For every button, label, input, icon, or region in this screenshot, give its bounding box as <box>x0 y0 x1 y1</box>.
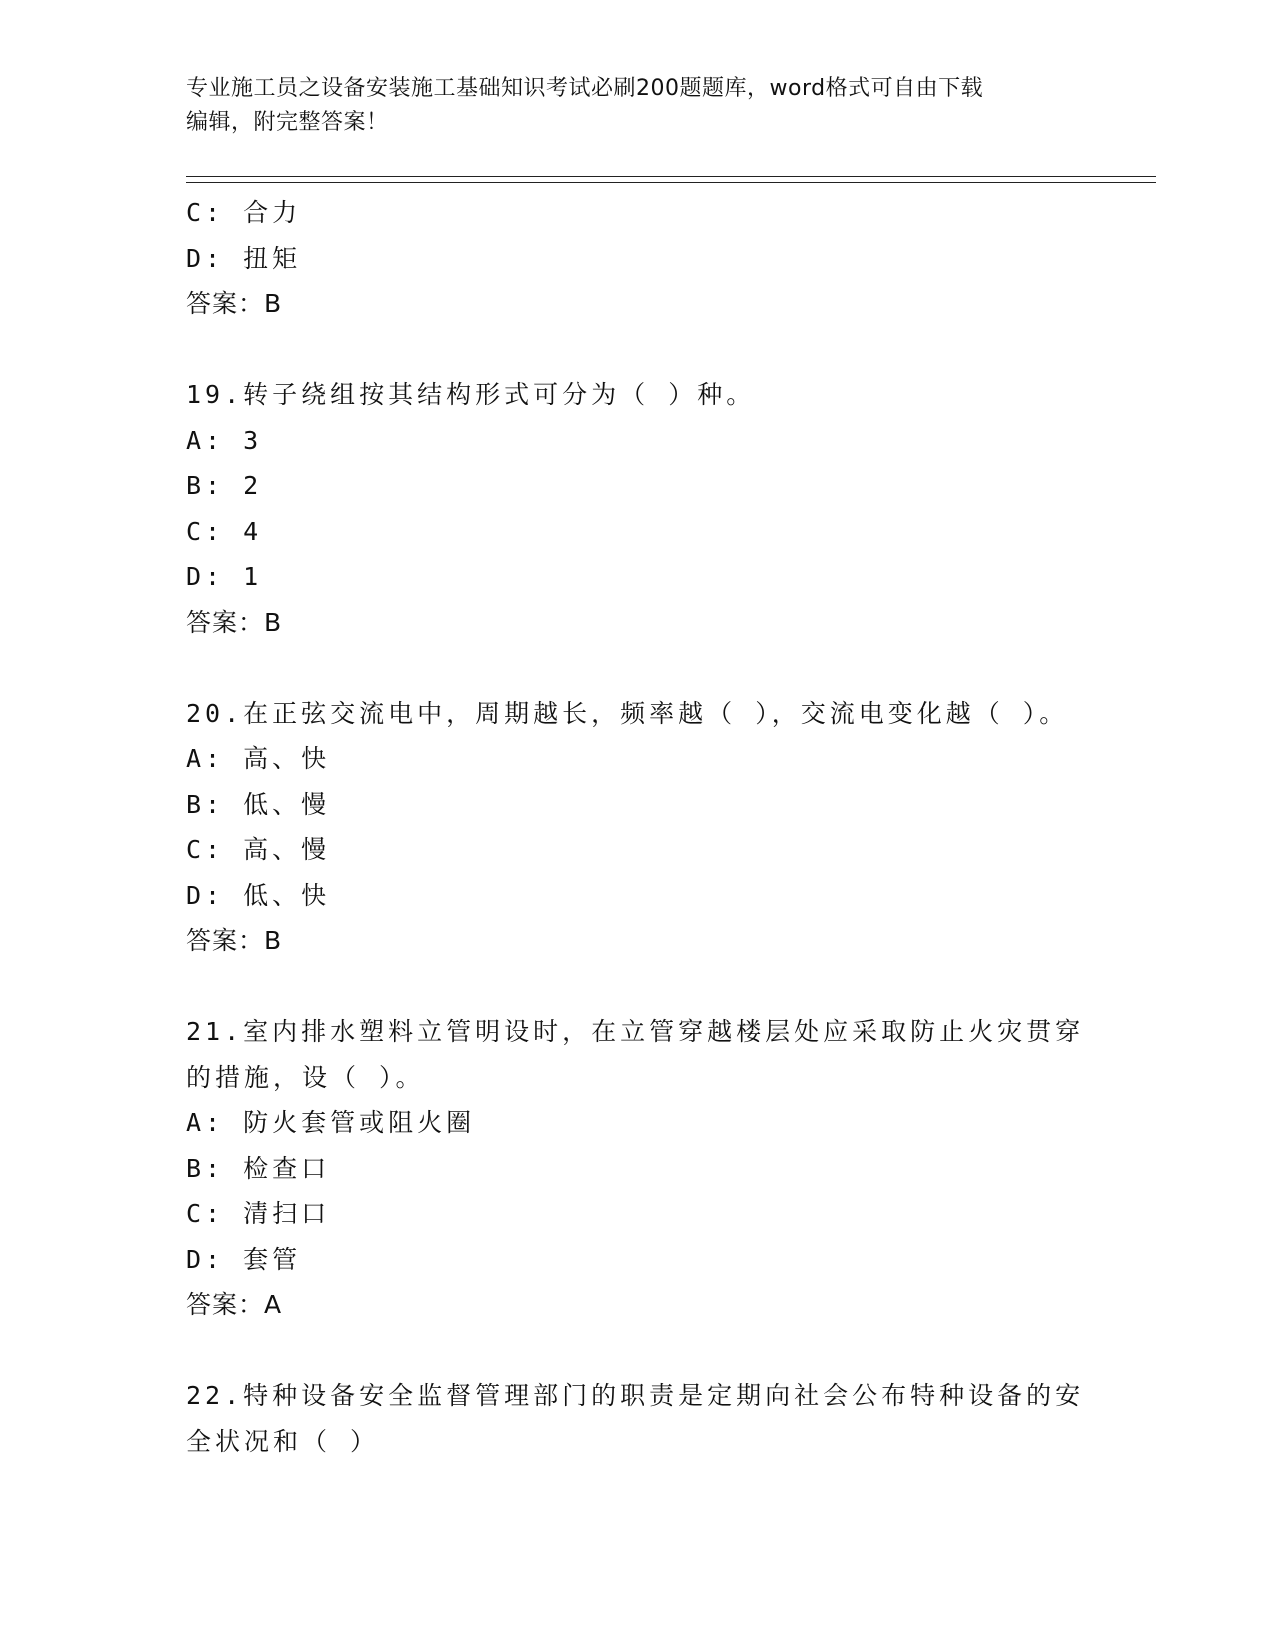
option-c <box>186 827 1086 873</box>
option-key: B: <box>186 471 225 500</box>
option-key: D: <box>186 243 225 273</box>
option-c <box>186 1191 1086 1237</box>
option-a <box>186 736 1086 782</box>
option-key: C: <box>186 1199 225 1228</box>
option-key: A: <box>186 425 225 455</box>
option-a <box>186 418 1086 464</box>
option-key: D: <box>186 1244 225 1274</box>
header-divider <box>186 176 1156 183</box>
question-stem: 19.转子绕组按其结构形式可分为（ ）种。 <box>186 380 756 409</box>
option-text: 高、慢 <box>243 835 331 864</box>
answer-line: 答案：B <box>186 289 283 318</box>
option-text: 清扫口 <box>243 1199 331 1228</box>
option-d <box>186 236 1086 282</box>
option-d <box>186 873 1086 919</box>
option-text: 低、快 <box>243 880 331 910</box>
question-stem-continued: 的措施，设（ ）。 <box>186 1062 425 1092</box>
question-stem: 20.在正弦交流电中，周期越长，频率越（ ），交流电变化越（ ）。 <box>186 698 1069 728</box>
question-list <box>186 190 1086 1464</box>
option-text: 3 <box>243 425 263 455</box>
question-stem: 22.特种设备安全监督管理部门的职责是定期向社会公布特种设备的安 <box>186 1381 1085 1410</box>
option-text: 高、快 <box>243 744 331 773</box>
question-stem-continued: 全状况和（ ） <box>186 1426 380 1456</box>
header-title-line-2: 编辑，附完整答案！ <box>186 110 389 135</box>
option-text: 扭矩 <box>243 243 302 273</box>
answer-line: 答案：B <box>186 607 283 637</box>
option-text: 2 <box>243 471 263 500</box>
option-key: B: <box>186 1153 225 1183</box>
question-block-18 <box>186 190 1086 327</box>
option-text: 4 <box>243 516 263 546</box>
option-text: 合力 <box>243 198 302 227</box>
option-text: 低、慢 <box>243 789 331 819</box>
option-c <box>186 190 1086 236</box>
document-header <box>186 72 1086 140</box>
question-block-21 <box>186 1009 1086 1328</box>
option-key: C: <box>186 198 225 227</box>
option-text: 检查口 <box>243 1153 331 1183</box>
spacer <box>186 964 1086 1010</box>
option-key: D: <box>186 880 225 910</box>
answer-line: 答案：B <box>186 926 283 955</box>
spacer <box>186 327 1086 373</box>
option-text: 防火套管或阻火圈 <box>243 1108 476 1137</box>
question-stem: 21.室内排水塑料立管明设时，在立管穿越楼层处应采取防止火灾贯穿 <box>186 1017 1085 1046</box>
option-text: 套管 <box>243 1244 302 1274</box>
option-key: B: <box>186 789 225 819</box>
header-title-line-1: 专业施工员之设备安装施工基础知识考试必刷200题题库，word格式可自由下载 <box>186 76 984 101</box>
option-d <box>186 554 1086 600</box>
question-block-22 <box>186 1373 1086 1464</box>
answer-line: 答案：A <box>186 1290 283 1319</box>
question-block-19 <box>186 372 1086 645</box>
option-text: 1 <box>243 562 263 591</box>
option-key: C: <box>186 516 225 546</box>
option-b <box>186 463 1086 509</box>
option-d <box>186 1237 1086 1283</box>
option-key: A: <box>186 744 225 773</box>
option-a <box>186 1100 1086 1146</box>
spacer <box>186 645 1086 691</box>
option-b <box>186 782 1086 828</box>
option-c <box>186 509 1086 555</box>
question-block-20 <box>186 691 1086 964</box>
option-key: D: <box>186 562 225 591</box>
option-key: C: <box>186 835 225 864</box>
option-key: A: <box>186 1108 225 1137</box>
spacer <box>186 1328 1086 1374</box>
option-b <box>186 1146 1086 1192</box>
